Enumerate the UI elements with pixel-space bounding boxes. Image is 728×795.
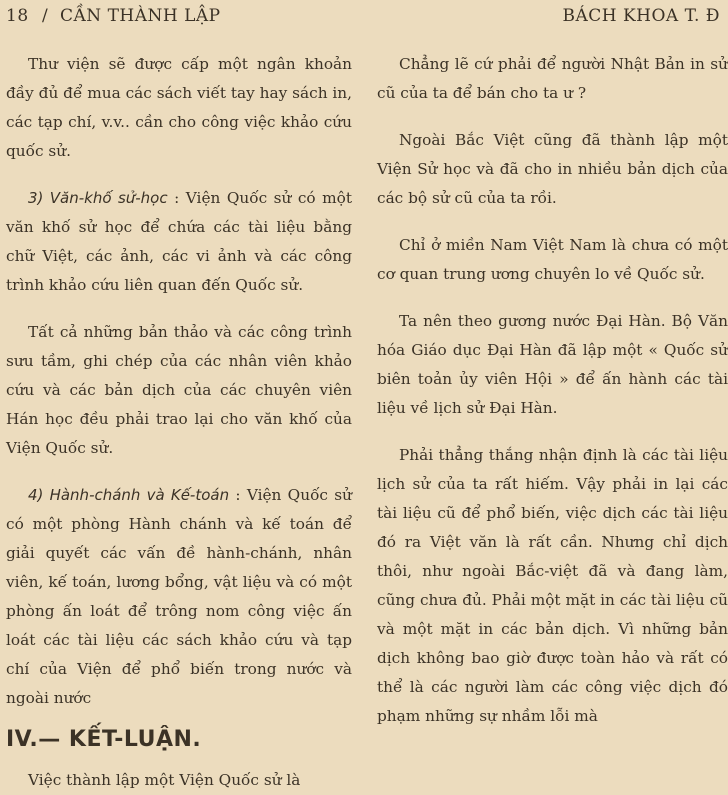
paragraph-korea: Ta nên theo gương nước Đại Hàn. Bộ Văn hóa Giáo dục Đại Hàn đã lập một « Quốc sử biên toản ủy viên Hội » để ấn hành các tài liệu về lịch sử Đại Hàn.	[377, 312, 728, 417]
paragraph-japanese-printing: Chẳng lẽ cứ phải để người Nhật Bản in sử cũ của ta để bán cho ta ư ?	[377, 55, 728, 102]
paragraph-archives	[6, 184, 352, 300]
paragraph-archives-body: : Viện Quốc sử có một văn khố sử học để chứa các tài liệu bằng chữ Việt, các ảnh, các vi ảnh và các công trình khảo cứu liên quan đến Quốc sử.	[6, 189, 352, 294]
magazine-title: BÁCH KHOA T. Đ	[562, 6, 720, 26]
left-column	[6, 50, 352, 795]
right-column	[377, 50, 728, 731]
paragraph-rare-documents: Phải thẳng thắng nhận định là các tài liệu lịch sử của ta rất hiếm. Vậy phải in lại các tài liệu cũ để phổ biến, việc dịch các tài liệu đó ra Việt văn là rất cần. Nhưng chỉ dịch thôi, như ngoài Bắc-việt đã và đang làm, cũng chưa đủ. Phải một mặt in các tài liệu cũ và một mặt in các bản dịch. Vì những bản dịch không bao giờ được toàn hảo và rất có thể là các người làm các công việc dịch đó phạm những sự nhầm lỗi mà	[377, 446, 728, 725]
paragraph-manuscripts: Tất cả những bản thảo và các công trình sưu tầm, ghi chép của các nhân viên khảo cứu và các bản dịch của các chuyên viên Hán học đều phải trao lại cho văn khố của Viện Quốc sử.	[6, 323, 352, 457]
paragraph-conclusion: Việc thành lập một Viện Quốc sử là	[28, 771, 301, 789]
section-heading-conclusion: IV.— KẾT-LUẬN.	[6, 727, 202, 752]
article-title: CẦN THÀNH LẬP	[60, 6, 221, 26]
page-header	[0, 0, 728, 40]
paragraph-library-funding: Thư viện sẽ được cấp một ngân khoản đầy đủ để mua các sách viết tay hay sách in, các tạp chí, v.v.. cần cho công việc khảo cứu quốc sử.	[6, 55, 353, 160]
page-number: 18	[6, 6, 29, 26]
header-separator: /	[42, 6, 49, 26]
subsection-heading-archives: 3) Văn-khố sử-học	[28, 189, 168, 207]
paragraph-south-vietnam: Chỉ ở miền Nam Việt Nam là chưa có một cơ quan trung ương chuyên lo về Quốc sử.	[377, 236, 728, 283]
paragraph-administration-body: : Viện Quốc sử có một phòng Hành chánh và kế toán để giải quyết các vấn đề hành-chánh, nhân viên, kế toán, lương bổng, vật liệu và có một phòng ấn loát để trông nom công việc ấn loát các tài liệu các sách khảo cứu và tạp chí của Viện để phổ biến trong nước và ngoài nước	[6, 486, 352, 707]
subsection-heading-administration: 4) Hành-chánh và Kế-toán	[28, 486, 230, 504]
paragraph-administration	[6, 481, 352, 713]
paragraph-north-vietnam: Ngoài Bắc Việt cũng đã thành lập một Viện Sử học và đã cho in nhiều bản dịch của các bộ sử cũ của ta rồi.	[377, 131, 728, 207]
